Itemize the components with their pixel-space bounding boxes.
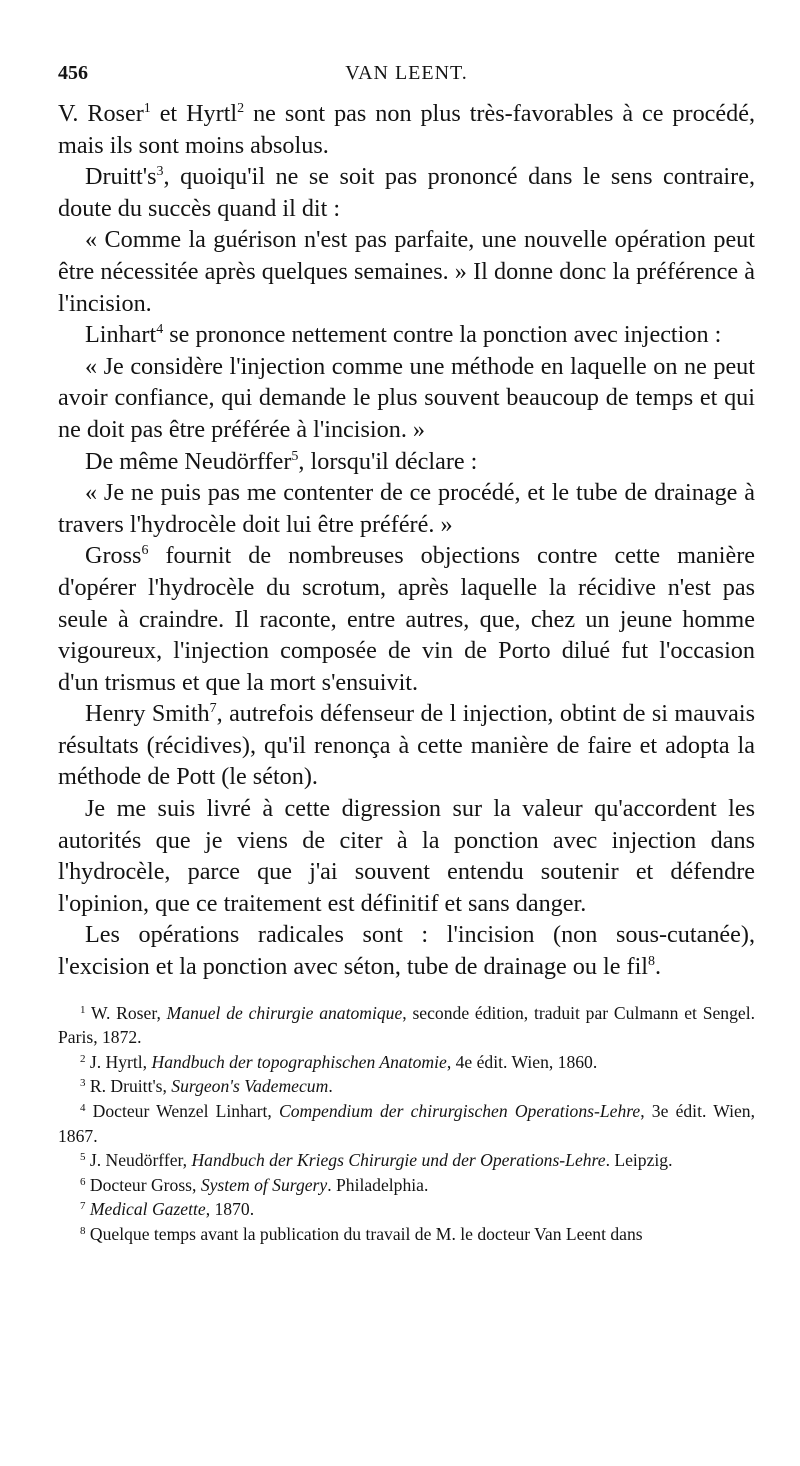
- text-run: Quelque temps avant la publication du travail de M. le docteur Van Leent dans: [85, 1223, 643, 1244]
- footnote-marker: 7: [209, 701, 217, 717]
- text-run: Docteur Gross,: [85, 1174, 201, 1195]
- paragraph: [58, 351, 755, 446]
- footnote-marker: 1: [143, 101, 151, 116]
- text-run: Gross: [85, 542, 142, 570]
- text-run: , 3e édit. Wien, 1867.: [58, 1101, 755, 1146]
- footnote: [58, 1148, 755, 1173]
- text-run: De même Neudörffer: [85, 447, 292, 475]
- text-run: ne sont pas non plus très-favorables à ce procédé, mais ils sont moins absolus.: [58, 100, 756, 159]
- cited-title: Handbuch der topographischen Anatomie: [151, 1051, 447, 1072]
- paragraph: [58, 540, 755, 698]
- text-run: V. Roser: [58, 100, 144, 127]
- footnote: [58, 1050, 755, 1075]
- text-run: Docteur Wenzel Linhart,: [85, 1101, 279, 1121]
- text-run: , quoiqu'il ne se soit pas prononcé dans le sens contraire, doute du succès quand il dit :: [58, 163, 755, 222]
- footnote-marker: 2: [80, 1052, 86, 1065]
- text-run: . Leipzig.: [605, 1150, 673, 1171]
- paragraph: [58, 477, 755, 540]
- footnote-marker: 8: [648, 954, 656, 970]
- text-run: J. Neudörffer,: [85, 1150, 192, 1171]
- text-run: J. Hyrtl,: [85, 1051, 152, 1072]
- text-run: , 4e édit. Wien, 1860.: [446, 1051, 598, 1072]
- text-run: « Je ne puis pas me contenter de ce procédé, et le tube de drainage à travers l'hydrocèle doit lui être préféré. »: [58, 479, 755, 538]
- text-run: , seconde édition, traduit par Culmann et Sengel. Paris, 1872.: [58, 1002, 755, 1048]
- text-run: et Hyrtl: [150, 100, 238, 127]
- text-run: « Je considère l'injection comme une méthode en laquelle on ne peut avoir confiance, qui demande le plus souvent beaucoup de temps et qui ne doit pas être préférée à l'incision. »: [58, 352, 755, 443]
- page-header: [58, 62, 755, 92]
- footnote-marker: 3: [156, 164, 164, 180]
- footnote-marker: 3: [80, 1077, 86, 1090]
- footnotes: [58, 1001, 755, 1247]
- cited-title: Surgeon's Vademecum: [171, 1076, 329, 1097]
- cited-title: Compendium der chirurgischen Operations-Lehre: [278, 1101, 641, 1121]
- text-run: R. Druitt's,: [85, 1076, 172, 1097]
- cited-title: Manuel de chirurgie anatomique: [166, 1002, 403, 1023]
- paragraph: [58, 224, 755, 319]
- paragraph: [58, 161, 755, 224]
- text-run: Je me suis livré à cette digression sur la valeur qu'accordent les autorités que je viens de citer à la ponction avec injection dans l'hydrocèle, parce que j'ai souvent entendu soutenir et défendre l'opinion, que ce traitement est définitif et sans danger.: [58, 795, 755, 917]
- text-run: Les opérations radicales sont : l'incision (non sous-cutanée), l'excision et la ponction avec séton, tube de drainage ou le fil: [58, 921, 755, 981]
- footnote-marker: 7: [80, 1200, 86, 1213]
- text-run: se prononce nettement contre la ponction avec injection :: [163, 321, 722, 349]
- text-run: .: [655, 953, 662, 981]
- footnote: [58, 1001, 755, 1050]
- footnote: [58, 1222, 755, 1247]
- body-text: [58, 98, 755, 983]
- footnote: [58, 1173, 755, 1198]
- paragraph: [58, 446, 755, 478]
- footnote-marker: 6: [80, 1175, 86, 1188]
- footnote-marker: 8: [80, 1224, 86, 1237]
- cited-title: Handbuch der Kriegs Chirurgie und der Operations-Lehre: [191, 1150, 606, 1171]
- footnote: [58, 1074, 755, 1099]
- footnote-marker: 4: [80, 1102, 86, 1114]
- footnote-marker: 5: [291, 448, 299, 464]
- footnote-marker: 1: [80, 1003, 86, 1016]
- paragraph: [58, 319, 755, 351]
- page-number: 456: [58, 62, 88, 84]
- text-run: , 1870.: [205, 1199, 255, 1220]
- text-run: , autrefois défenseur de l injection, obtint de si mauvais résultats (récidives), qu'il renonça à cette manière de faire et adopta la méthode de Pott (le séton).: [58, 700, 756, 791]
- footnote-marker: 5: [80, 1151, 86, 1164]
- book-page: [58, 62, 755, 1452]
- text-run: . Philadelphia.: [327, 1174, 429, 1195]
- text-run: « Comme la guérison n'est pas parfaite, une nouvelle opération peut être nécessitée après quelques semaines. » Il donne donc la préférence à l'incision.: [58, 226, 755, 317]
- text-run: Linhart: [85, 321, 157, 349]
- text-run: W. Roser,: [85, 1002, 167, 1023]
- text-run: fournit de nombreuses objections contre cette manière d'opérer l'hydrocèle du scrotum, après laquelle la récidive n'est pas seule à craindre. Il raconte, entre autres, que, chez un jeune homme vigoureux, l'injection composée de vin de Porto dilué fut l'occasion d'un trismus et que la mort s'ensuivit.: [58, 542, 755, 696]
- text-run: .: [328, 1076, 333, 1097]
- paragraph: [58, 919, 755, 982]
- text-run: Henry Smith: [85, 700, 210, 728]
- footnote-marker: 4: [156, 322, 164, 338]
- cited-title: Medical Gazette: [89, 1199, 206, 1220]
- text-run: , lorsqu'il déclare :: [298, 447, 478, 475]
- footnote: [58, 1197, 755, 1222]
- paragraph: [58, 793, 755, 919]
- cited-title: System of Surgery: [200, 1174, 328, 1195]
- footnote-marker: 6: [141, 543, 149, 559]
- paragraph: [58, 698, 755, 793]
- footnote-marker: 2: [237, 101, 245, 116]
- running-title: VAN LEENT.: [345, 62, 468, 84]
- footnote: [58, 1099, 755, 1148]
- text-run: Druitt's: [85, 163, 157, 191]
- paragraph: [58, 98, 755, 161]
